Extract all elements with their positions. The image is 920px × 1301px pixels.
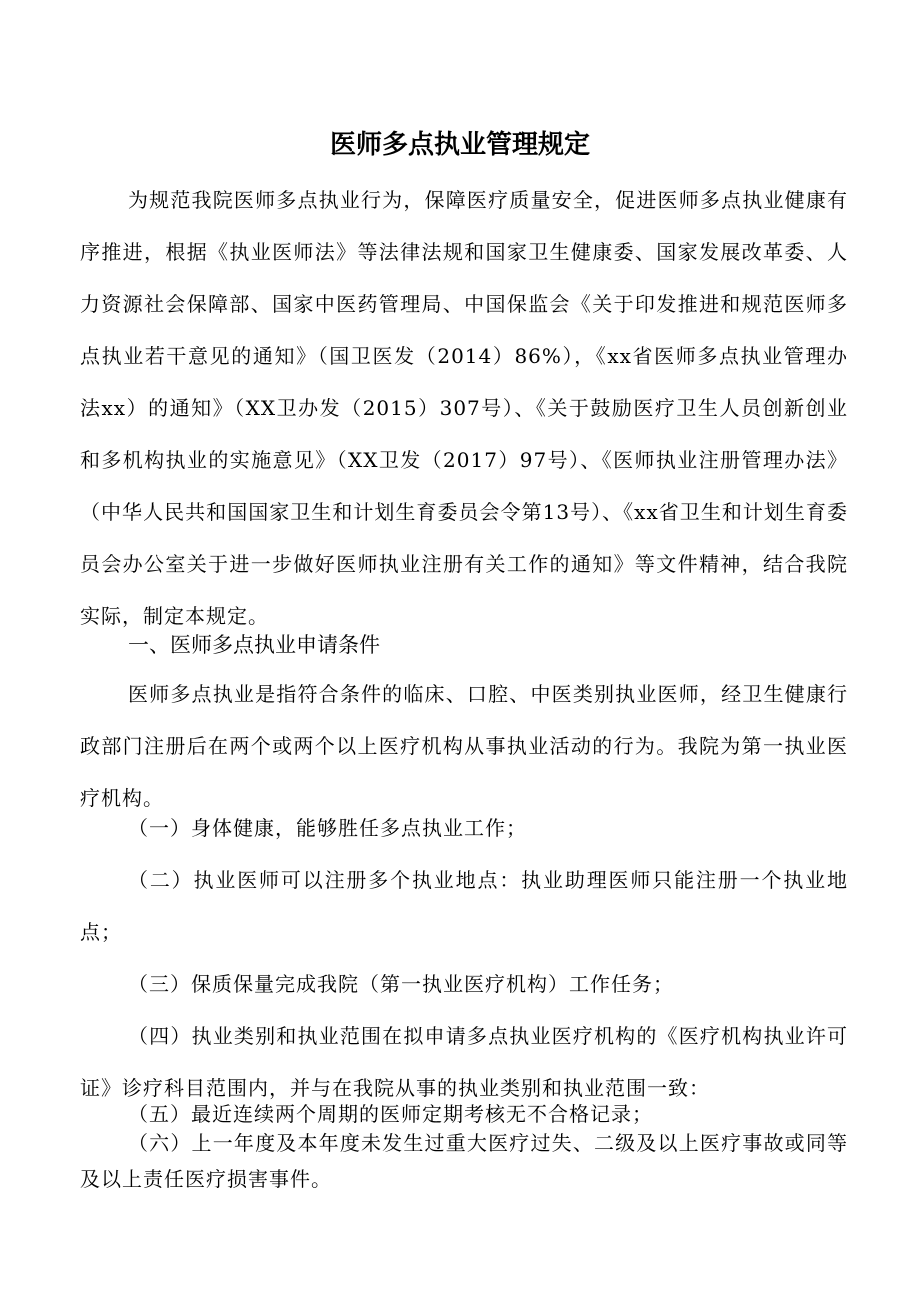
section-heading: 一、医师多点执业申请条件 xyxy=(128,633,380,657)
document-title: 医师多点执业管理规定 xyxy=(329,130,590,160)
intro-paragraph: 为规范我院医师多点执业行为，保障医疗质量安全，促进医师多点执业健康有序推进，根据《执业医师法》等法律法规和国家卫生健康委、国家发展改革委、人力资源社会保障部、国家中医药管理局、中国保监会《关于印发推进和规范医师多点执业若干意见的通知》（国卫医发（2014）86%），《xx省医师多点执业管理办法xx）的通知》（XX卫办发（2015）307号）、《关于鼓励医疗卫生人员创新创业和多机构执业的实施意见》（XX卫发（2017）97号）、《医师执业注册管理办法》（中华人民共和国国家卫生和计划生育委员会令第13号）、《xx省卫生和计划生育委员会办公室关于进一步做好医师执业注册有关工作的通知》等文件精神，结合我院实际，制定本规定。 xyxy=(80,188,848,628)
section-body-paragraph: 医师多点执业是指符合条件的临床、口腔、中医类别执业医师，经卫生健康行政部门注册后在两个或两个以上医疗机构从事执业活动的行为。我院为第一执业医疗机构。 xyxy=(80,682,848,810)
list-item: （二）执业医师可以注册多个执业地点：执业助理医师只能注册一个执业地点； xyxy=(80,868,848,944)
list-item: （一）身体健康，能够胜任多点执业工作； xyxy=(128,816,527,840)
list-item: （五）最近连续两个周期的医师定期考核无不合格记录； xyxy=(128,1102,653,1126)
list-item: （六）上一年度及本年度未发生过重大医疗过失、二级及以上医疗事故或同等及以上责任医疗损害事件。 xyxy=(80,1131,848,1191)
list-item: （四）执业类别和执业范围在拟申请多点执业医疗机构的《医疗机构执业许可证》诊疗科目范围内，并与在我院从事的执业类别和执业范围一致： xyxy=(80,1024,848,1100)
list-item: （三）保质保量完成我院（第一执业医疗机构）工作任务； xyxy=(128,972,674,996)
